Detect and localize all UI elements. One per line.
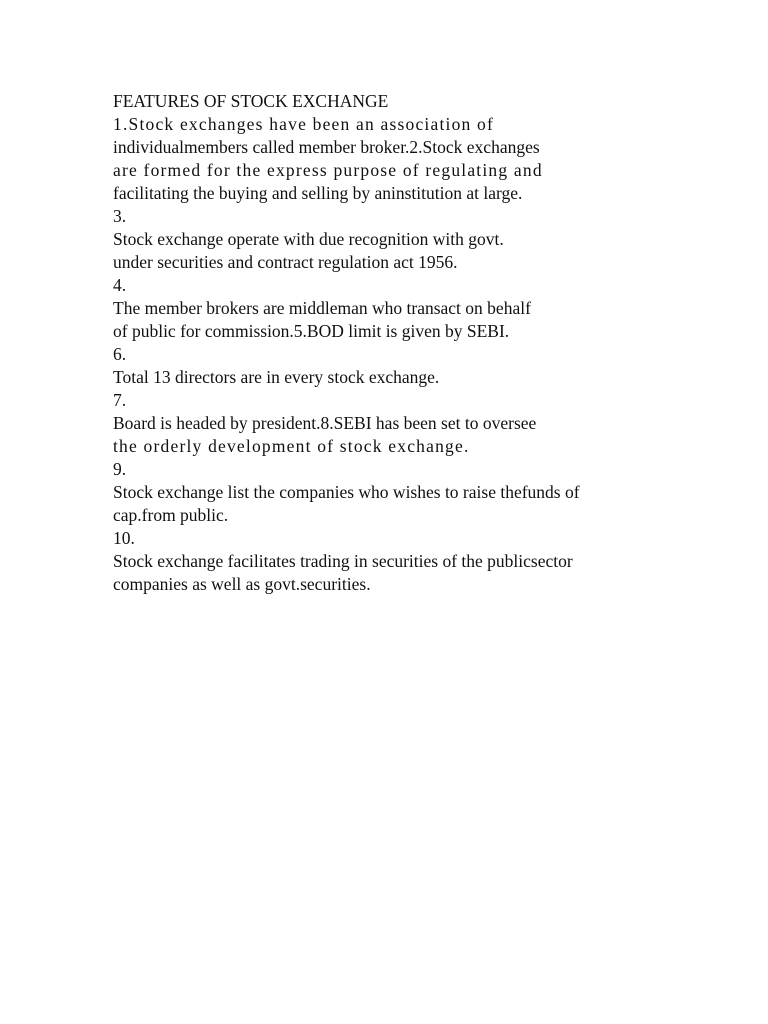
text-line: individualmembers called member broker.2.Stock exchanges <box>113 137 540 157</box>
text-line: are formed for the express purpose of regulating and <box>113 160 543 180</box>
text-line: the orderly development of stock exchange. <box>113 436 470 456</box>
text-line: cap.from public. <box>113 505 229 525</box>
item-number: 10. <box>113 528 135 548</box>
item-number: 6. <box>113 344 127 364</box>
text-line: Stock exchange facilitates trading in securities of the publicsector <box>113 551 573 571</box>
text-line: 1.Stock exchanges have been an association of <box>113 114 495 134</box>
text-line: Stock exchange list the companies who wishes to raise thefunds of <box>113 482 580 502</box>
document-title: FEATURES OF STOCK EXCHANGE <box>113 91 389 111</box>
document-body <box>113 90 673 596</box>
text-line: under securities and contract regulation act 1956. <box>113 252 458 272</box>
item-number: 3. <box>113 206 127 226</box>
text-line: of public for commission.5.BOD limit is given by SEBI. <box>113 321 510 341</box>
text-line: The member brokers are middleman who transact on behalf <box>113 298 531 318</box>
text-line: facilitating the buying and selling by aninstitution at large. <box>113 183 523 203</box>
text-line: Stock exchange operate with due recognition with govt. <box>113 229 504 249</box>
text-line: companies as well as govt.securities. <box>113 574 371 594</box>
text-line: Board is headed by president.8.SEBI has been set to oversee <box>113 413 537 433</box>
text-line: Total 13 directors are in every stock exchange. <box>113 367 440 387</box>
item-number: 4. <box>113 275 127 295</box>
item-number: 9. <box>113 459 127 479</box>
item-number: 7. <box>113 390 127 410</box>
